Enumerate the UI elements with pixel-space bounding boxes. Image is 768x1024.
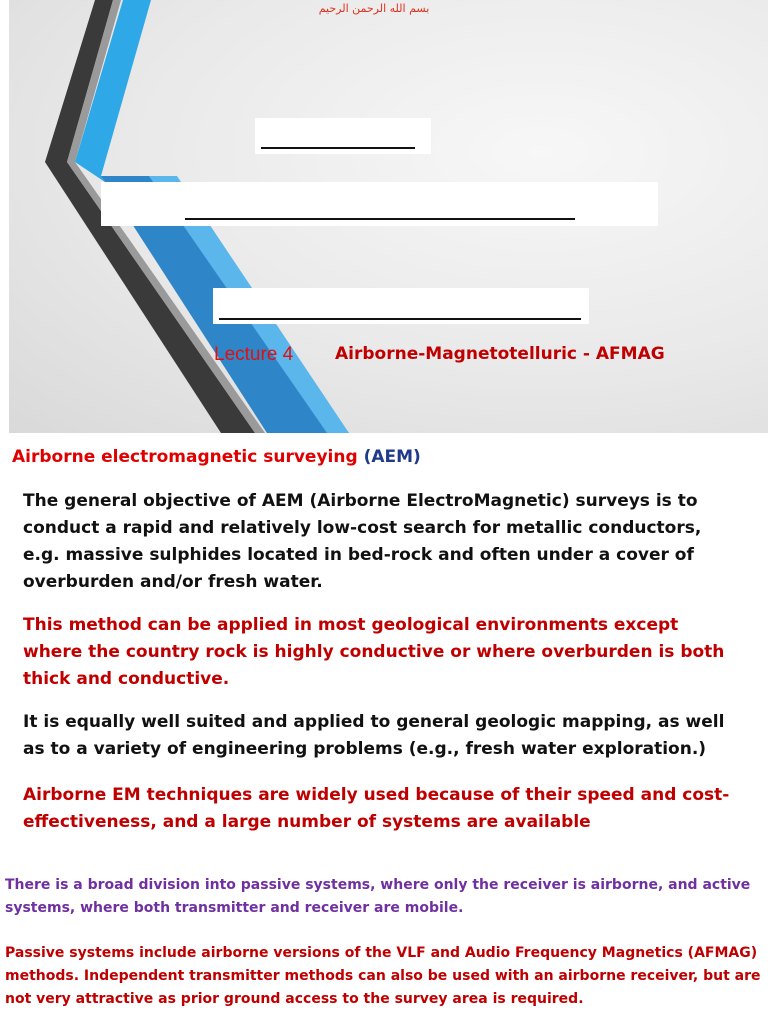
lecture-title: Airborne-Magnetotelluric - AFMAG [335, 344, 665, 364]
title-placeholder-1 [255, 118, 431, 154]
title-underline-2 [185, 218, 575, 220]
bismillah-text: بسم الله الرحمن الرحيم [318, 2, 430, 15]
section-heading-text: Airborne electromagnetic surveying [12, 447, 358, 467]
title-slide-banner [9, 0, 768, 433]
section-heading [12, 447, 421, 467]
paragraph-mapping: It is equally well suited and applied to general geologic mapping, as well as to a variety of engineering problems (e.g., fresh water exploration.) [23, 712, 725, 759]
title-placeholder-2 [101, 182, 658, 226]
title-underline-3 [219, 318, 581, 320]
paragraph-passive-active: There is a broad division into passive systems, where only the receiver is airborne, and active systems, where both transmitter and receiver are mobile. [5, 877, 751, 916]
paragraph-applicability: This method can be applied in most geological environments except where the country rock is highly conductive or where overburden is both thick and conductive. [23, 615, 725, 689]
paragraph-techniques: Airborne EM techniques are widely used because of their speed and cost-effectiveness, and a large number of systems are available [23, 785, 730, 832]
lecture-number: Lecture 4 [214, 344, 294, 365]
title-placeholder-3 [213, 288, 589, 324]
paragraph-objective: The general objective of AEM (Airborne ElectroMagnetic) surveys is to conduct a rapid and relatively low-cost search for metallic conductors, e.g. massive sulphides located in bed-rock and often under a cover of overburden and/or fresh water. [23, 491, 702, 592]
section-heading-abbr: (AEM) [363, 447, 421, 467]
paragraph-passive-systems: Passive systems include airborne versions of the VLF and Audio Frequency Magnetics (AFMAG) methods. Independent transmitter methods can also be used with an airborne receiver, but are not very attractive as prior ground access to the survey area is required. [5, 945, 761, 1007]
title-underline-1 [261, 147, 415, 149]
